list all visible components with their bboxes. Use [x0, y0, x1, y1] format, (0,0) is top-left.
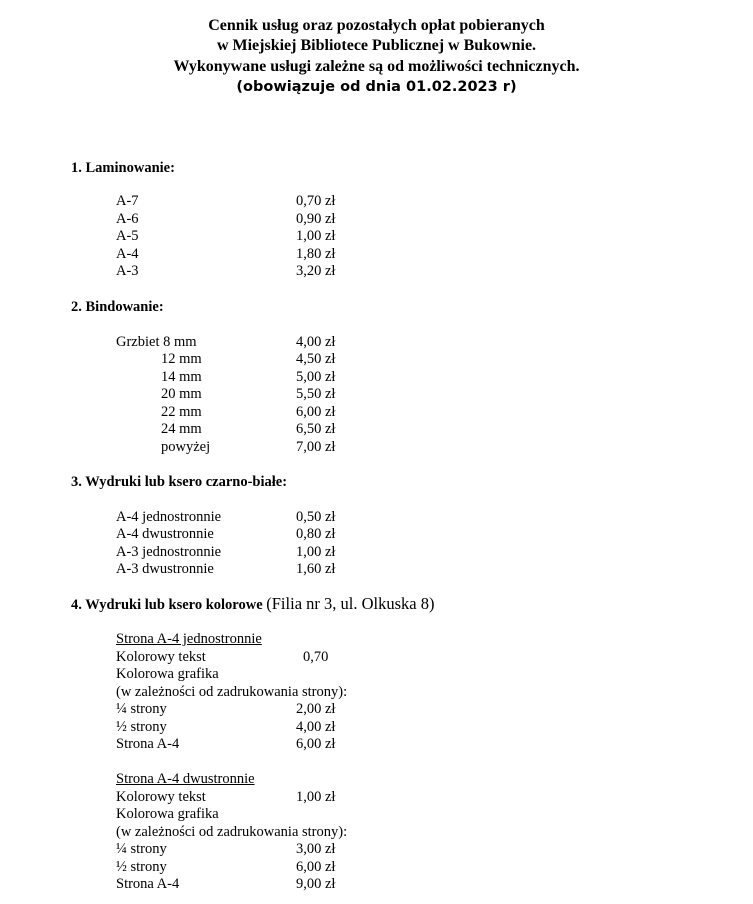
section-heading-color-prints: 4. Wydruki lub ksero kolorowe	[71, 597, 263, 613]
price-label: A-5	[116, 228, 139, 244]
price-label: 22 mm	[161, 404, 202, 420]
price-label: A-7	[116, 193, 139, 209]
price-label: A-3 dwustronnie	[116, 561, 214, 577]
branch-note: (Filia nr 3, ul. Olkuska 8)	[266, 594, 435, 613]
price-value: 0,80 zł	[296, 526, 336, 542]
price-value: 1,00 zł	[296, 228, 336, 244]
price-value: 4,50 zł	[296, 351, 336, 367]
price-label: 24 mm	[161, 421, 202, 437]
price-value: 4,00 zł	[296, 334, 336, 350]
price-label: A-4 jednostronnie	[116, 509, 222, 525]
price-value: 0,70	[303, 649, 329, 665]
price-label: Kolorowy tekst	[116, 649, 206, 665]
price-label: Kolorowa grafika	[116, 666, 219, 682]
price-value: 5,50 zł	[296, 386, 336, 402]
price-label: Kolorowa grafika	[116, 806, 219, 822]
price-value: 0,50 zł	[296, 509, 336, 525]
section-heading-bw-prints: 3. Wydruki lub ksero czarno-białe:	[71, 474, 288, 490]
price-value: 6,50 zł	[296, 421, 336, 437]
price-value: 6,00 zł	[296, 736, 336, 752]
price-label: ¼ strony	[116, 841, 167, 857]
price-value: 9,00 zł	[296, 876, 336, 892]
section-heading-color-prints-row	[71, 595, 434, 614]
price-value: 3,00 zł	[296, 841, 336, 857]
price-label: (w zależności od zadrukowania strony):	[116, 824, 348, 840]
price-label: A-6	[116, 211, 139, 227]
section-heading-laminating: 1. Laminowanie:	[71, 160, 175, 176]
price-value: 6,00 zł	[296, 404, 336, 420]
price-label: Grzbiet 8 mm	[116, 334, 197, 350]
price-value: 3,20 zł	[296, 263, 336, 279]
price-value: 0,90 zł	[296, 211, 336, 227]
price-label: Strona A-4	[116, 876, 180, 892]
price-value: 6,00 zł	[296, 859, 336, 875]
price-label: 14 mm	[161, 369, 202, 385]
validity-date: (obowiązuje od dnia 01.02.2023 r)	[236, 79, 517, 95]
price-label: A-3 jednostronnie	[116, 544, 222, 560]
price-label: Kolorowy tekst	[116, 789, 206, 805]
price-value: 5,00 zł	[296, 369, 336, 385]
price-value: 0,70 zł	[296, 193, 336, 209]
price-label: powyżej	[161, 439, 211, 455]
price-label: A-4 dwustronnie	[116, 526, 214, 542]
document-title-line-2: w Miejskiej Bibliotece Publicznej w Bukownie.	[216, 37, 537, 54]
price-label: 20 mm	[161, 386, 202, 402]
price-value: 1,00 zł	[296, 544, 336, 560]
price-label: (w zależności od zadrukowania strony):	[116, 684, 348, 700]
price-value: 2,00 zł	[296, 701, 336, 717]
price-label: Strona A-4	[116, 736, 180, 752]
price-value: 7,00 zł	[296, 439, 336, 455]
subheading-single-sided: Strona A-4 jednostronnie	[116, 631, 262, 647]
price-label: ½ strony	[116, 719, 167, 735]
price-label: ½ strony	[116, 859, 167, 875]
price-value: 1,80 zł	[296, 246, 336, 262]
price-value: 1,00 zł	[296, 789, 336, 805]
price-label: A-4	[116, 246, 139, 262]
price-label: ¼ strony	[116, 701, 167, 717]
price-label: A-3	[116, 263, 139, 279]
price-value: 4,00 zł	[296, 719, 336, 735]
document-title-line-3: Wykonywane usługi zależne są od możliwości technicznych.	[173, 58, 580, 75]
section-heading-binding: 2. Bindowanie:	[71, 299, 164, 315]
price-value: 1,60 zł	[296, 561, 336, 577]
price-label: 12 mm	[161, 351, 202, 367]
subheading-double-sided: Strona A-4 dwustronnie	[116, 771, 255, 787]
document-title-line-1: Cennik usług oraz pozostałych opłat pobieranych	[208, 17, 545, 34]
